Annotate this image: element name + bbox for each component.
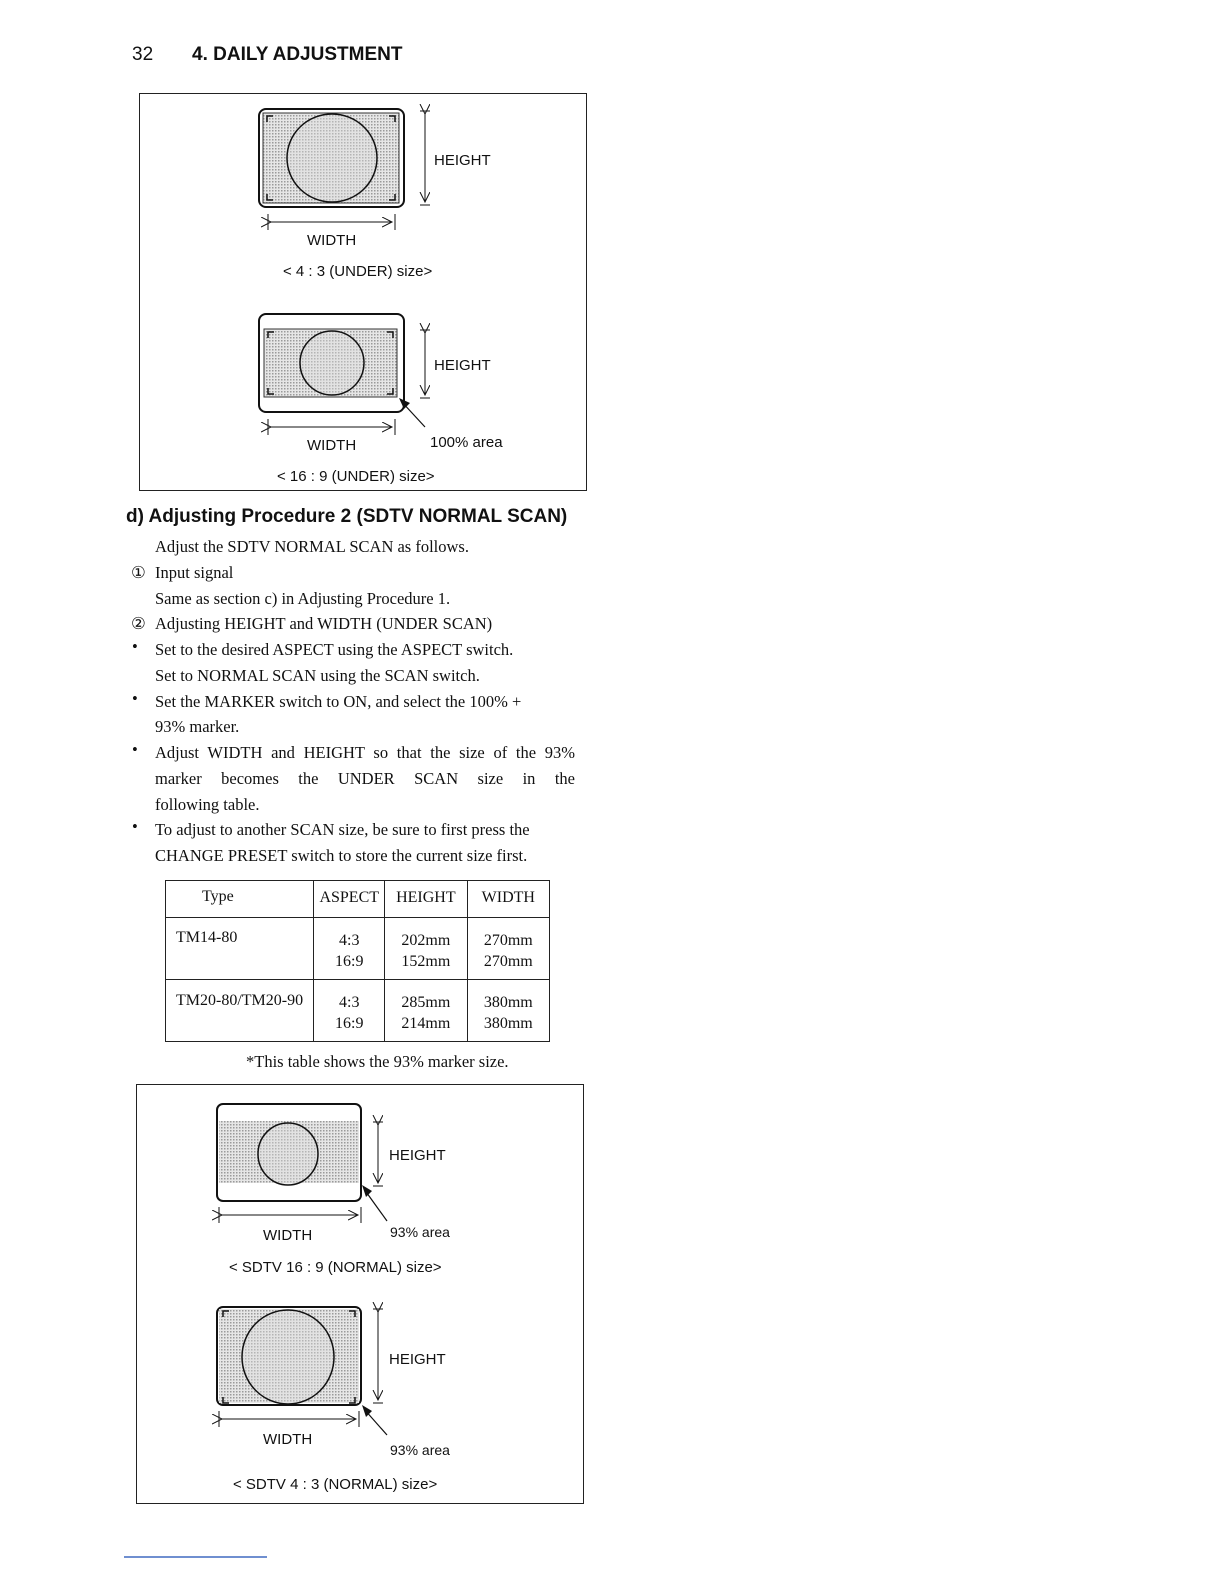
figure-normal-scan-drawing	[137, 1085, 585, 1505]
bullet-4-symbol: •	[132, 817, 138, 836]
table-note: *This table shows the 93% marker size.	[246, 1052, 509, 1071]
size-table	[165, 880, 550, 1042]
table-header-type: Type	[166, 881, 314, 918]
diagram-a-caption: < 4 : 3 (UNDER) size>	[283, 263, 433, 280]
table-cell-aspect	[314, 980, 385, 1042]
diagram-4-3-under	[259, 109, 430, 230]
bullet-4-line-2: CHANGE PRESET switch to store the current size first.	[155, 846, 528, 865]
bullet-1-line-1: Set to the desired ASPECT using the ASPECT switch.	[155, 640, 514, 659]
page-number: 32	[132, 44, 154, 65]
table-header-height: HEIGHT	[385, 881, 468, 918]
footer-rule	[124, 1556, 267, 1558]
aspect-value: 4:3	[339, 932, 360, 949]
table-cell-type: TM20-80/TM20-90	[166, 980, 314, 1042]
table-cell-width	[467, 918, 549, 980]
section-heading: d) Adjusting Procedure 2 (SDTV NORMAL SCAN)	[126, 506, 568, 527]
width-value: 380mm	[483, 994, 533, 1011]
table-cell-height	[385, 918, 468, 980]
height-value: 285mm	[401, 994, 451, 1011]
diagram-b-caption: < 16 : 9 (UNDER) size>	[277, 468, 435, 485]
bullet-1-symbol: •	[132, 637, 138, 656]
bullet-3-line-2: marker becomes the UNDER SCAN size in the	[155, 769, 575, 788]
height-value: 214mm	[401, 1015, 451, 1032]
step1-marker: ①	[131, 563, 146, 582]
bullet-2-line-2: 93% marker.	[155, 717, 240, 736]
figure-under-scan	[139, 93, 587, 491]
table-header-row	[166, 881, 550, 918]
diagram-sdtv-16-9	[217, 1104, 387, 1223]
width-value: 380mm	[483, 1015, 533, 1032]
bullet-3-line-3: following table.	[155, 795, 260, 814]
step1-text: Same as section c) in Adjusting Procedure 1.	[155, 589, 451, 608]
diagram-a-height-label: HEIGHT	[434, 152, 491, 169]
table-header-aspect: ASPECT	[314, 881, 385, 918]
sdtv-4-3-area-label: 93% area	[390, 1442, 450, 1458]
table-header-width: WIDTH	[467, 881, 549, 918]
aspect-value: 16:9	[335, 953, 364, 970]
table-row	[166, 918, 550, 980]
diagram-a-width-label: WIDTH	[307, 232, 357, 249]
bullet-3-line-1: Adjust WIDTH and HEIGHT so that the size of the 93%	[155, 743, 575, 762]
width-value: 270mm	[483, 953, 533, 970]
step1-title: Input signal	[155, 563, 234, 582]
width-value: 270mm	[483, 932, 533, 949]
sdtv-4-3-caption: < SDTV 4 : 3 (NORMAL) size>	[233, 1476, 438, 1493]
sdtv-16-9-caption: < SDTV 16 : 9 (NORMAL) size>	[229, 1259, 442, 1276]
bullet-3-symbol: •	[132, 740, 138, 759]
sdtv-16-9-height-label: HEIGHT	[389, 1147, 446, 1164]
table-cell-height	[385, 980, 468, 1042]
bullet-4-line-1: To adjust to another SCAN size, be sure to first press the	[155, 820, 530, 839]
table-cell-type: TM14-80	[166, 918, 314, 980]
table-cell-width	[467, 980, 549, 1042]
figure-normal-scan	[136, 1084, 584, 1504]
figure-under-scan-drawing	[140, 94, 588, 492]
sdtv-4-3-width-label: WIDTH	[263, 1431, 313, 1448]
aspect-value: 16:9	[335, 1015, 364, 1032]
sdtv-16-9-area-label: 93% area	[390, 1224, 450, 1240]
table-cell-aspect	[314, 918, 385, 980]
diagram-b-height-label: HEIGHT	[434, 357, 491, 374]
table-row	[166, 980, 550, 1042]
step2-marker: ②	[131, 614, 146, 633]
diagram-16-9-under	[259, 314, 430, 435]
intro-text: Adjust the SDTV NORMAL SCAN as follows.	[155, 537, 469, 556]
height-value: 202mm	[401, 932, 451, 949]
bullet-1-line-2: Set to NORMAL SCAN using the SCAN switch.	[155, 666, 480, 685]
diagram-b-area-label: 100% area	[430, 434, 503, 451]
diagram-b-width-label: WIDTH	[307, 437, 357, 454]
diagram-sdtv-4-3	[217, 1307, 387, 1435]
bullet-2-line-1: Set the MARKER switch to ON, and select the 100% +	[155, 692, 522, 711]
step2-title: Adjusting HEIGHT and WIDTH (UNDER SCAN)	[155, 614, 493, 633]
height-value: 152mm	[401, 953, 451, 970]
bullet-2-symbol: •	[132, 689, 138, 708]
aspect-value: 4:3	[339, 994, 360, 1011]
sdtv-4-3-height-label: HEIGHT	[389, 1351, 446, 1368]
sdtv-16-9-width-label: WIDTH	[263, 1227, 313, 1244]
chapter-title: 4. DAILY ADJUSTMENT	[192, 44, 403, 65]
